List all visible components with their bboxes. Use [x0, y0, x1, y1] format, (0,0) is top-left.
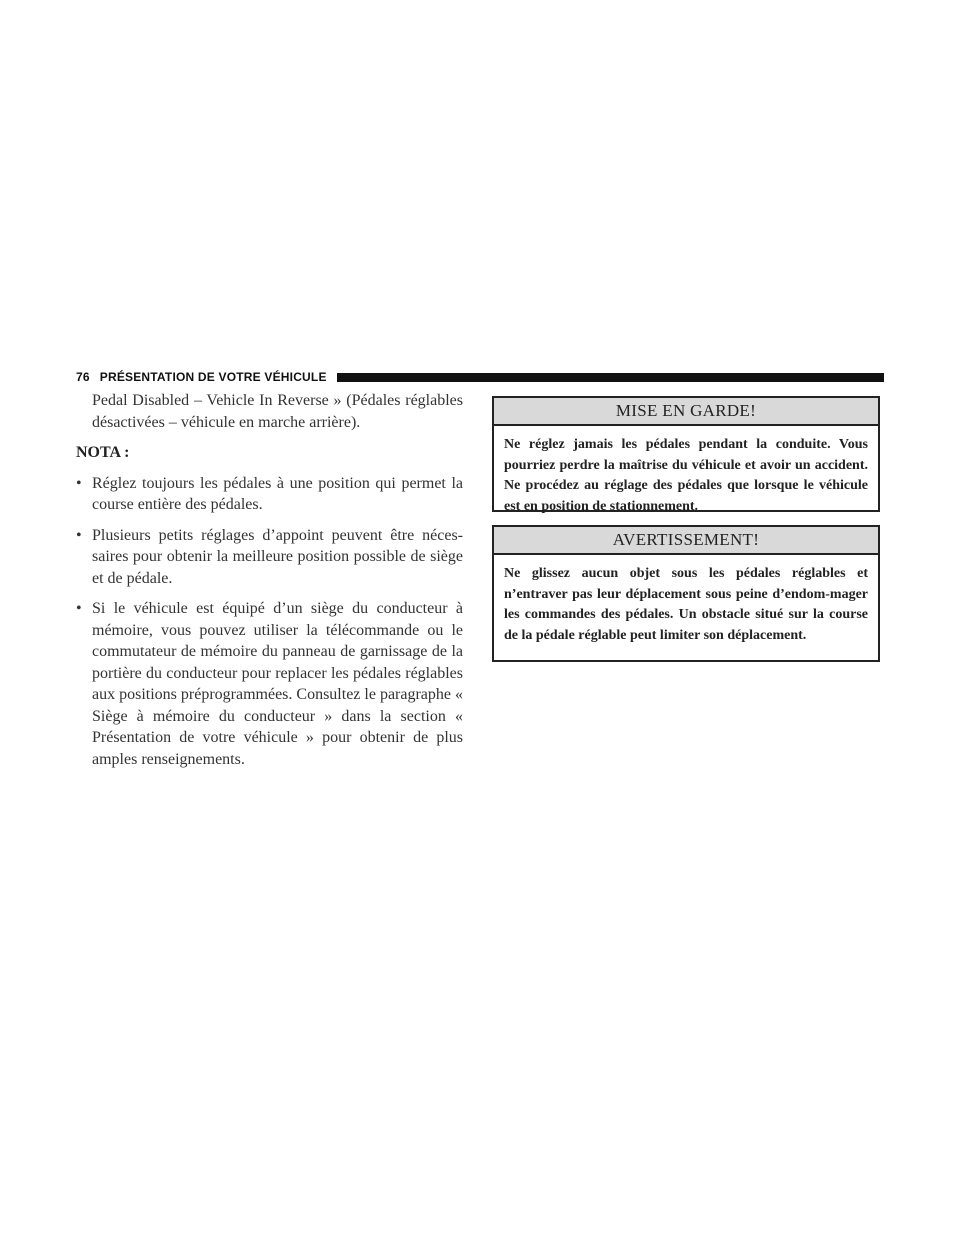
warning-text: Ne glissez aucun objet sous les pédales réglables et n’entraver pas leur déplacement sous peine d’endom-mager les commandes des pédales. Un obstacle situé sur la course de la pédale réglable peut limiter son déplacement. [504, 566, 868, 643]
bullet-icon: • [76, 600, 82, 617]
left-column [76, 390, 463, 779]
section-title: PRÉSENTATION DE VOTRE VÉHICULE [99, 370, 327, 384]
list-item [76, 525, 463, 590]
continuation-paragraph: Pedal Disabled – Vehicle In Reverse » (Pédales réglables désactivées – véhicule en marche arrière). [92, 392, 463, 431]
bullet-text: Si le véhicule est équipé d’un siège du conducteur à mémoire, vous pouvez utiliser la télécommande ou le commutateur de mémoire du panneau de garnissage de la portière du conducteur pour replacer les pédales réglables aux positions préprogrammées. Consultez le paragraphe « Siège à mémoire du conducteur » dans la section « Présentation de votre véhicule » pour obtenir de plus amples renseignements. [92, 600, 463, 768]
list-item [76, 473, 463, 516]
page-header [76, 368, 884, 386]
caution-box [492, 396, 880, 512]
bullet-text: Réglez toujours les pédales à une position qui permet la course entière des pédales. [92, 474, 463, 513]
header-rule [337, 373, 884, 382]
warning-box [492, 525, 880, 662]
nota-bullet-list [76, 473, 463, 771]
bullet-text: Plusieurs petits réglages d’appoint peuvent être néces-saires pour obtenir la meilleure position possible de siège et de pédale. [92, 526, 463, 587]
caution-text: Ne réglez jamais les pédales pendant la conduite. Vous pourriez perdre la maîtrise du véhicule et avoir un accident. Ne procédez au réglage des pédales que lorsque le véhicule est en position de stationnement. [504, 437, 868, 514]
bullet-icon: • [76, 526, 82, 544]
list-item [76, 598, 463, 770]
caution-title: MISE EN GARDE! [494, 398, 878, 426]
nota-label: NOTA : [76, 444, 130, 461]
page-number: 76 [76, 370, 90, 384]
bullet-icon: • [76, 474, 82, 492]
warning-title: AVERTISSEMENT! [494, 527, 878, 555]
